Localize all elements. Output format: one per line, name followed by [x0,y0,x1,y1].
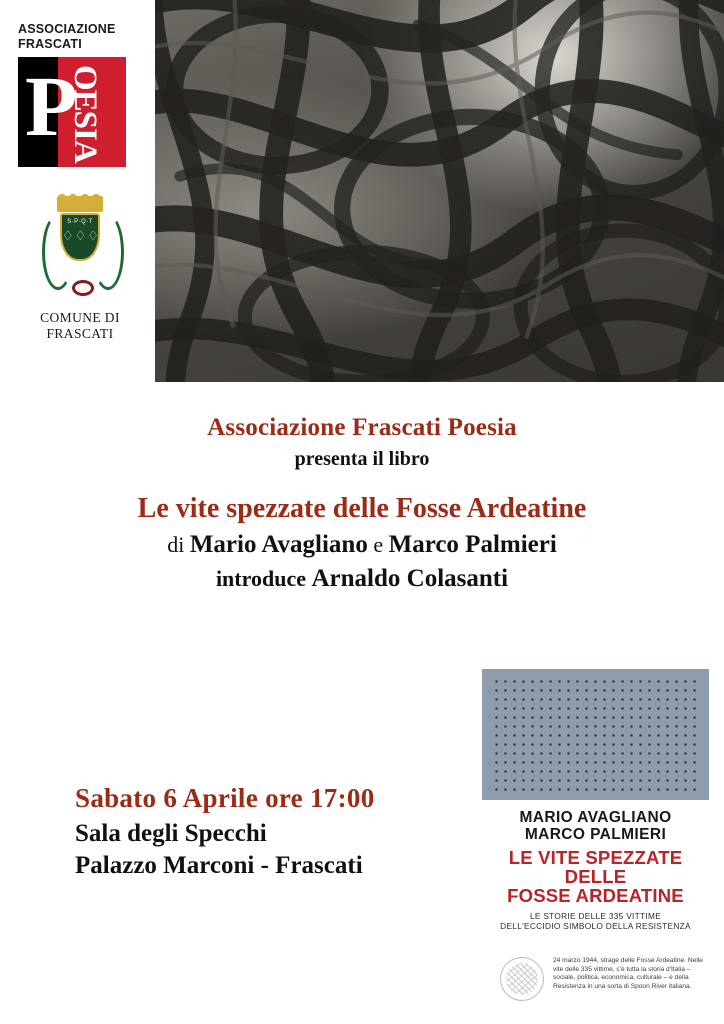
event-details [75,783,375,880]
blurb-text: 24 marzo 1944, strage delle Fosse Ardeatine. Nelle vite delle 335 vittime, c'è tutta la storia d'Italia – sociale, politica, economica, culturale – e della Resistenza in una sorta di Spoon River italiana. [553,957,703,990]
cover-text-block [482,800,709,931]
cover-dot-pattern [492,677,699,792]
publisher-seal-icon [500,957,544,1001]
associazione-frascati-poesia-logo [18,22,138,167]
author-one: Mario Avagliano [189,531,368,558]
shield-motto: S·P·Q·T [67,219,93,225]
shield-icon [60,213,100,261]
introducer-line [0,565,724,593]
lilies-icon: ♢♢♢ [62,228,100,243]
logo-column [0,0,155,382]
poster-header [0,0,724,382]
crest-icon [34,196,126,304]
association-name [18,22,138,52]
cover-authors [482,809,709,843]
organizer-line: Associazione Frascati Poesia [207,414,517,441]
introducer-name: Arnaldo Colasanti [311,565,509,592]
cover-subtitle-line2: DELL'ECCIDIO SIMBOLO DELLA RESISTENZA [500,921,691,931]
cover-subtitle [482,911,709,931]
event-date: Sabato 6 Aprile ore 17:00 [75,783,375,813]
presenta-line: presenta il libro [294,448,430,470]
crown-icon [57,196,103,212]
event-address: Palazzo Marconi - Frascati [75,852,363,879]
association-name-line1: ASSOCIAZIONE [18,22,116,36]
association-name-line2: FRASCATI [18,37,82,51]
cover-subtitle-line1: LE STORIE DELLE 335 VITTIME [529,911,662,921]
comune-di-frascati-logo [6,196,154,342]
announcement-block [0,414,724,593]
cover-author-line2: MARCO PALMIERI [524,826,667,843]
cover-title [482,848,709,905]
cover-title-line1: LE VITE SPEZZATE DELLE [508,847,683,887]
back-cover-blurb [500,957,710,1001]
logo-letter-p: P [25,58,78,154]
logo-word-poesia: OESIA [67,65,103,163]
book-cover [482,669,709,931]
comune-caption: COMUNE DI FRASCATI [40,310,120,341]
author-two: Marco Palmieri [388,531,557,558]
introduce-prefix: introduce [215,566,312,591]
poesia-logo-mark [18,57,126,167]
book-title-line: Le vite spezzate delle Fosse Ardeatine [137,493,587,524]
sculpture-tangle-graphic [155,0,724,382]
authors-line [0,531,724,559]
cover-artwork [482,669,709,800]
authors-join: e [367,532,389,557]
cover-author-line1: MARIO AVAGLIANO [519,809,672,826]
cover-title-line2: FOSSE ARDEATINE [507,885,684,906]
header-photo [155,0,724,382]
authors-prefix: di [167,532,190,557]
wreath-knot-icon [72,280,94,296]
event-venue: Sala degli Specchi [75,820,267,847]
